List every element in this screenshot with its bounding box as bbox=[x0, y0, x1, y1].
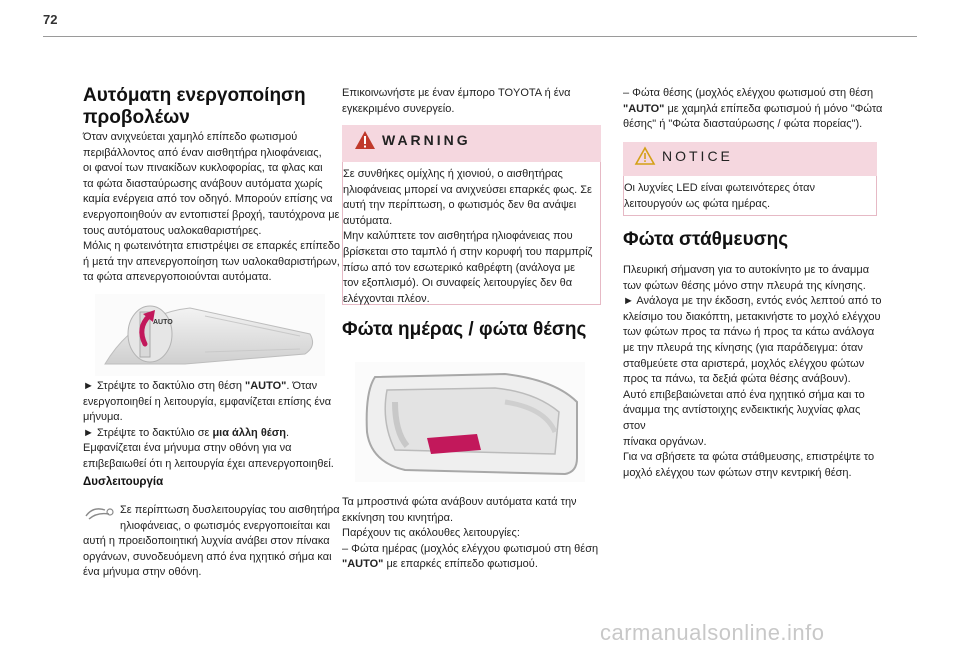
notice-line: Οι λυχνίες LED είναι φωτεινότερες όταν bbox=[624, 182, 815, 194]
para-line: τα φώτα απενεργοποιούνται αυτόματα. bbox=[83, 271, 272, 284]
body-line: Αυτό επιβεβαιώνεται από ένα ηχητικό σήμα και το bbox=[623, 388, 865, 401]
intro-line2-bold: "AUTO" bbox=[623, 102, 665, 115]
body-line: κλείσιμο του διακόπτη, μετακινήστε το μοχλό ελέγχου bbox=[623, 310, 881, 323]
body-line: Πλευρική σήμανση για το αυτοκίνητο με το άναμμα bbox=[623, 264, 870, 276]
malfunction-line1: Σε περίπτωση δυσλειτουργίας του αισθητήρα bbox=[120, 504, 340, 516]
body-line: με την πλευρά της κίνησης (για παράδειγμα: όταν bbox=[623, 341, 863, 354]
title-line1: Αυτόματη ενεργοποίηση bbox=[83, 85, 306, 106]
after-line: Παρέχουν τις ακόλουθες λειτουργίες: bbox=[342, 527, 520, 540]
lighting-stalk-figure bbox=[95, 294, 325, 376]
step2-line2: Εμφανίζεται ένα μήνυμα στην οθόνη για να bbox=[83, 442, 292, 455]
step1-suffix: . Όταν bbox=[286, 380, 318, 392]
para-line: τα φώτα διασταύρωσης ανάβουν αυτόματα χωρίς bbox=[83, 177, 323, 190]
last-line-bold: "AUTO" bbox=[342, 558, 384, 571]
warning-line: αυτή την περίπτωση, ο φωτισμός δεν θα ανάψει bbox=[343, 199, 577, 212]
step2-line3: επιβεβαιωθεί ότι η λειτουργία έχει απενεργοποιηθεί. bbox=[83, 457, 334, 470]
headlamp-figure bbox=[355, 362, 585, 482]
para-line: Μόλις η φωτεινότητα επιστρέψει σε επαρκές επίπεδο bbox=[83, 240, 340, 253]
warning-line: Μην καλύπτετε τον αισθητήρα ηλιοφάνειας που bbox=[343, 230, 573, 243]
malfunction-indented bbox=[120, 503, 342, 534]
body-line: μοχλό ελέγχου των φώτων στην κεντρική θέση. bbox=[623, 466, 852, 479]
bullet-arrow-icon: ► bbox=[623, 295, 634, 308]
drl-section-title: Φώτα ημέρας / φώτα θέσης bbox=[342, 319, 587, 340]
step-text: Ανάλογα με την έκδοση, εντός ενός λεπτού από το bbox=[636, 295, 882, 308]
malfunction-title: Δυσλειτουργία bbox=[83, 476, 164, 488]
after-last-line bbox=[342, 557, 604, 573]
drl-heading-block bbox=[342, 319, 604, 340]
col3-body bbox=[623, 263, 885, 481]
last-line-rest: με επαρκές επίπεδο φωτισμού. bbox=[383, 558, 538, 571]
body-line: άναμμα της αντίστοιχης ενδεικτικής λυχνίας φλας στον bbox=[623, 404, 861, 432]
para-line: τους αυτόματους υαλοκαθαριστήρες. bbox=[83, 224, 262, 237]
page-number: 72 bbox=[43, 12, 58, 27]
col2-intro bbox=[342, 86, 604, 117]
title-line2: προβολέων bbox=[83, 107, 190, 128]
body-line: Για να σβήσετε τα φώτα στάθμευσης, επιστρέψτε το bbox=[623, 451, 875, 464]
warning-line: βρίσκεται στο ταμπλό ή στην κορυφή του παρμπρίζ bbox=[343, 245, 593, 258]
step2-suffix: . bbox=[285, 426, 290, 439]
header-rule bbox=[43, 36, 917, 37]
body-line: των φώτων προς τα πάνω ή προς τα κάτω ανάλογα bbox=[623, 326, 875, 339]
col3-intro bbox=[623, 86, 885, 133]
malfunction-line: ένα μήνυμα στην οθόνη. bbox=[83, 566, 202, 579]
para-line: ενεργοποιηθούν αν εντοπιστεί βροχή, ταυτόχρονα με bbox=[83, 208, 340, 221]
warning-box-header bbox=[342, 125, 601, 162]
step1-line3: μήνυμα. bbox=[83, 411, 123, 424]
para-line: καμία ενέργεια από τον οδηγό. Μπορούν επίσης να bbox=[83, 193, 333, 206]
body-line: σταθμεύετε στα αριστερά, μοχλός ελέγχου φώτων bbox=[623, 357, 865, 370]
body-line: πίνακα οργάνων. bbox=[623, 435, 707, 448]
notice-triangle-icon bbox=[634, 146, 656, 166]
warning-line: τον εξοπλισμό). Οι συναφείς λειτουργίες δεν θα bbox=[343, 277, 573, 290]
para-line: περιβάλλοντος από έναν αισθητήρα ηλιοφάνειας, bbox=[83, 146, 322, 159]
col1-para1 bbox=[83, 130, 341, 286]
after-line: – Φώτα ημέρας (μοχλός ελέγχου φωτισμού στη θέση bbox=[342, 542, 599, 555]
para-line: ή μετά την απενεργοποίηση των υαλοκαθαριστήρων, bbox=[83, 255, 340, 268]
warning-triangle-icon bbox=[354, 130, 376, 150]
step2-text: Στρέψτε το δακτύλιο σε bbox=[96, 426, 213, 439]
after-line: Τα μπροστινά φώτα ανάβουν αυτόματα κατά την bbox=[342, 496, 577, 508]
intro-line3: θέσης" ή "Φώτα διασταύρωσης / φώτα πορείας"). bbox=[623, 118, 863, 131]
intro-line2-rest: με χαμηλά επίπεδα φωτισμού ή μόνο "Φώτα bbox=[664, 102, 883, 115]
parking-section-title: Φώτα στάθμευσης bbox=[623, 229, 789, 250]
watermark: carmanualsonline.info bbox=[600, 620, 825, 645]
malfunction-line2: ηλιοφάνειας, ο φωτισμός ενεργοποιείται και bbox=[120, 519, 331, 532]
warning-text bbox=[343, 167, 601, 307]
warning-line: ηλιοφάνειας μπορεί να ανιχνεύσει επαρκές φως. Σε bbox=[343, 183, 592, 196]
notice-title: NOTICE bbox=[662, 148, 733, 164]
bullet-arrow-icon: ► bbox=[83, 426, 94, 439]
step2-bold: μια άλλη θέση bbox=[212, 426, 286, 439]
body-line: προς τα πάνω, τα δεξιά φώτα θέσης ανάβουν). bbox=[623, 373, 851, 386]
intro-line: Επικοινωνήστε με έναν έμπορο TOYOTA ή ένα bbox=[342, 87, 571, 99]
step1 bbox=[83, 379, 341, 395]
step1-bold: "AUTO" bbox=[245, 380, 287, 392]
step-line bbox=[623, 294, 885, 310]
malfunction-rest bbox=[83, 534, 341, 581]
warning-line: ελέγχονται πλέον. bbox=[343, 292, 430, 305]
step1-text: Στρέψτε το δακτύλιο στη θέση bbox=[96, 380, 245, 392]
intro-line2 bbox=[623, 102, 885, 118]
warning-line: πίσω από τον εσωτερικό καθρέφτη (ανάλογα με bbox=[343, 261, 576, 274]
parking-heading-block bbox=[623, 229, 885, 250]
malfunction-heading-block bbox=[83, 475, 341, 491]
para-line: Όταν ανιχνεύεται χαμηλό επίπεδο φωτισμού bbox=[83, 131, 298, 143]
intro-line: εγκεκριμένο συνεργείο. bbox=[342, 102, 455, 115]
warning-line: αυτόματα. bbox=[343, 214, 393, 227]
malfunction-line: αυτή η προειδοποιητική λυχνία ανάβει στον πίνακα bbox=[83, 535, 330, 547]
figure-auto-label: AUTO bbox=[153, 319, 173, 326]
warning-title: WARNING bbox=[382, 132, 471, 148]
para-line: οι φανοί των πινακίδων κυκλοφορίας, τα φλας και bbox=[83, 162, 323, 175]
step1-line2: ενεργοποιηθεί η λειτουργία, εμφανίζεται επίσης ένα bbox=[83, 395, 332, 408]
malfunction-line: οργάνων, συνοδευόμενη από ένα ηχητικό σήμα και bbox=[83, 550, 332, 563]
body-line: των φώτων θέσης μόνο στην πλευρά της κίνησης. bbox=[623, 279, 866, 292]
notice-text bbox=[624, 181, 876, 212]
notice-line: λειτουργούν ως φώτα ημέρας. bbox=[624, 197, 771, 210]
col1-steps bbox=[83, 379, 341, 473]
step2 bbox=[83, 426, 341, 442]
col2-after-figure bbox=[342, 495, 604, 573]
section-title-auto-headlamps bbox=[83, 85, 333, 129]
intro-line1: – Φώτα θέσης (μοχλός ελέγχου φωτισμού στη θέση bbox=[623, 87, 874, 99]
after-line: εκκίνηση του κινητήρα. bbox=[342, 511, 454, 524]
lamp-warning-icon bbox=[83, 504, 117, 522]
warning-line: Σε συνθήκες ομίχλης ή χιονιού, ο αισθητήρας bbox=[343, 168, 563, 180]
bullet-arrow-icon: ► bbox=[83, 380, 94, 392]
col1-title-block bbox=[83, 85, 333, 129]
